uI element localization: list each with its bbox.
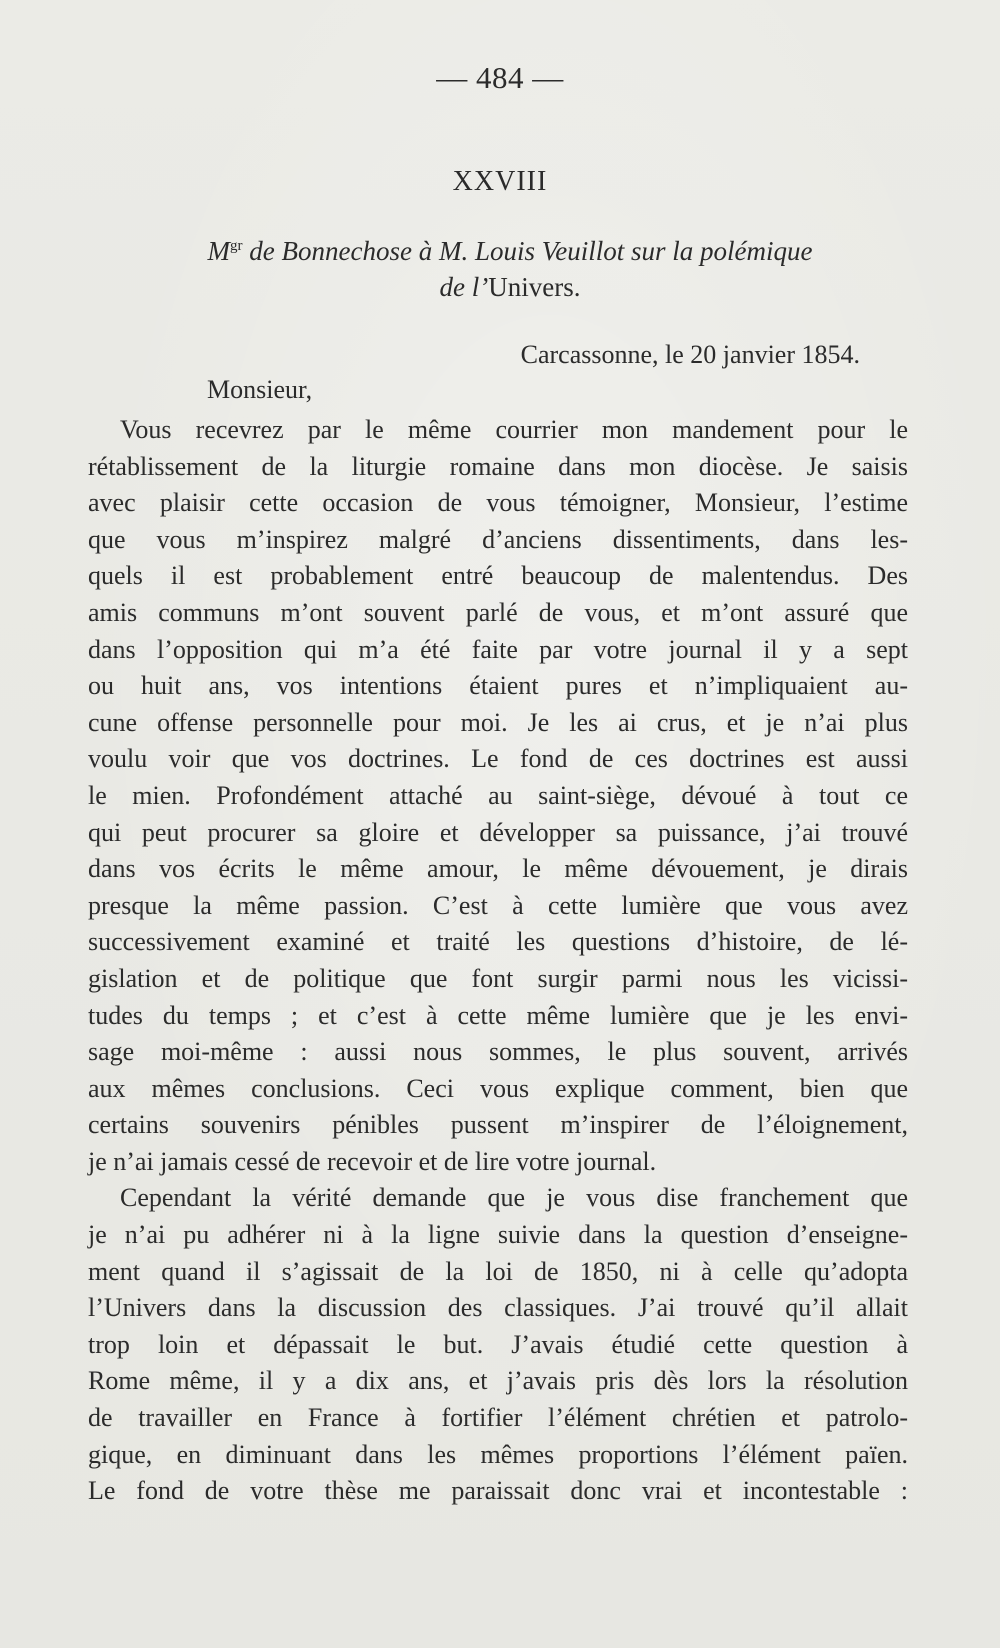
text-line: tudes du temps ; et c’est à cette même lumière que je les envi-: [88, 1000, 908, 1030]
text-line: cune offense personnelle pour moi. Je les ai crus, et je n’ai plus: [88, 707, 908, 737]
text-line: avec plaisir cette occasion de vous témoigner, Monsieur, l’estime: [88, 488, 908, 518]
text-line: voulu voir que vos doctrines. Le fond de ces doctrines est aussi: [88, 744, 908, 774]
text-line: que vous m’inspirez malgré d’anciens dissentiments, dans les-: [88, 524, 908, 554]
text-line: quels il est probablement entré beaucoup de malentendus. Des: [88, 561, 908, 591]
text-line: sage moi-même : aussi nous sommes, le plus souvent, arrivés: [88, 1037, 908, 1067]
text-line: qui peut procurer sa gloire et développer sa puissance, j’ai trouvé: [88, 817, 908, 847]
text-line: Le fond de votre thèse me paraissait donc vrai et incontestable :: [88, 1476, 908, 1506]
heading-abbrev: M: [207, 236, 231, 266]
text-line: successivement examiné et traité les questions d’histoire, de lé-: [88, 927, 908, 957]
dateline: Carcassonne, le 20 janvier 1854.: [520, 340, 860, 369]
heading-line-2-italic: de l’: [439, 272, 489, 302]
text-line: le mien. Profondément attaché au saint-siège, dévoué à tout ce: [88, 780, 908, 810]
heading-line-1-text: de Bonnechose à M. Louis Veuillot sur la polémique: [242, 236, 813, 266]
text-line: aux mêmes conclusions. Ceci vous explique comment, bien que: [88, 1073, 908, 1103]
heading-line-1: [120, 228, 900, 269]
page-number: — 484 —: [436, 60, 564, 95]
text-line: dans vos écrits le même amour, le même dévouement, je dirais: [88, 854, 908, 884]
heading-abbrev-superscript: gr: [230, 238, 243, 254]
text-line: Rome même, il y a dix ans, et j’avais pris dès lors la résolution: [88, 1366, 908, 1396]
heading-line-2: [120, 269, 900, 305]
text-line: ment quand il s’agissait de la loi de 1850, ni à celle qu’adopta: [88, 1256, 908, 1286]
salutation: Monsieur,: [207, 375, 313, 404]
chapter-number: XXVIII: [452, 166, 548, 197]
text-line: gique, en diminuant dans les mêmes proportions l’élément païen.: [88, 1439, 908, 1469]
text-line: je n’ai pu adhérer ni à la ligne suivie dans la question d’enseigne-: [88, 1220, 908, 1250]
text-line: amis communs m’ont souvent parlé de vous, et m’ont assuré que: [88, 597, 908, 627]
text-line: de travailler en France à fortifier l’élément chrétien et patrolo-: [88, 1403, 908, 1433]
text-line: l’Univers dans la discussion des classiques. J’ai trouvé qu’il allait: [88, 1293, 908, 1323]
letter-body: [88, 412, 908, 1510]
text-line: trop loin et dépassait le but. J’avais étudié cette question à: [88, 1329, 908, 1359]
text-line: gislation et de politique que font surgir parmi nous les vicissi-: [88, 963, 908, 993]
text-line: dans l’opposition qui m’a été faite par votre journal il y a sept: [88, 634, 908, 664]
text-line: ou huit ans, vos intentions étaient pures et n’impliquaient au-: [88, 671, 908, 701]
letter-heading: [120, 228, 900, 305]
text-line: Vous recevrez par le même courrier mon mandement pour le: [120, 415, 908, 444]
text-line: certains souvenirs pénibles pussent m’inspirer de l’éloignement,: [88, 1110, 908, 1140]
text-line: Cependant la vérité demande que je vous dise franchement que: [120, 1183, 908, 1213]
heading-journal-title: Univers.: [488, 272, 581, 302]
text-line: je n’ai jamais cessé de recevoir et de lire votre journal.: [88, 1146, 657, 1176]
text-line: rétablissement de la liturgie romaine dans mon diocèse. Je saisis: [88, 451, 908, 481]
text-line: presque la même passion. C’est à cette lumière que vous avez: [88, 890, 908, 920]
